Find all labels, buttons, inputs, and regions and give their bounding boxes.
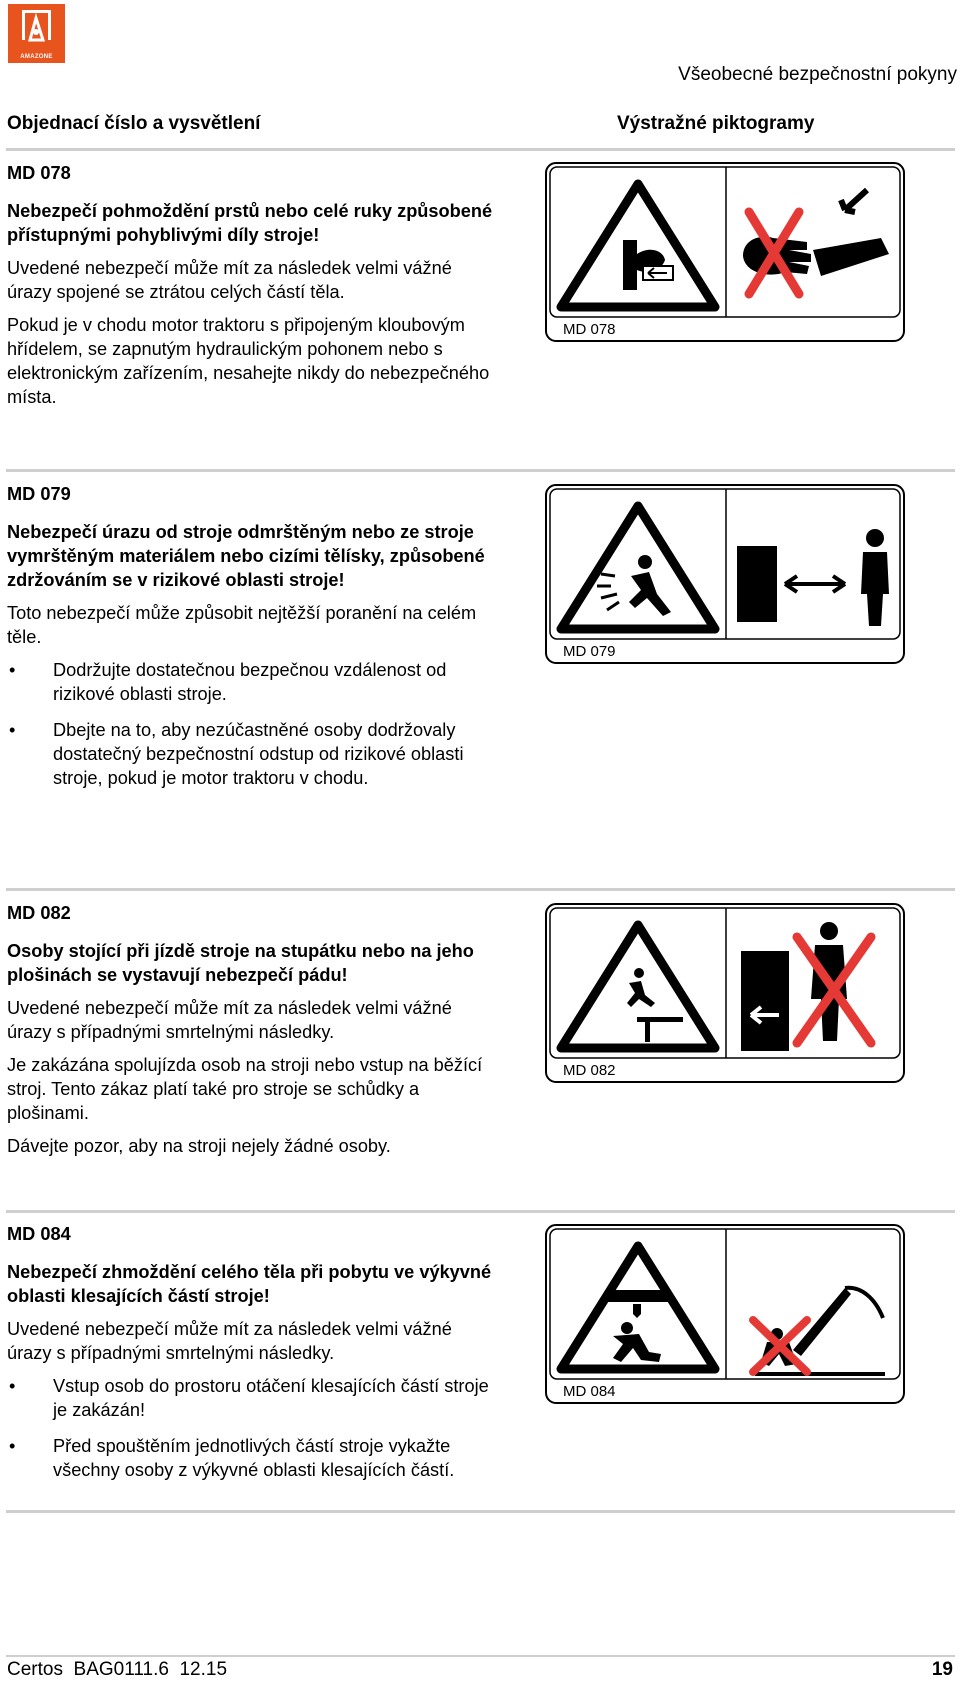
- section-divider: [6, 148, 955, 151]
- brand-name: AMAZONE: [20, 54, 53, 60]
- section-code: MD 082: [7, 903, 71, 923]
- amazone-logo: [8, 4, 65, 63]
- document-reference: Certos BAG0111.6 12.15: [7, 1659, 228, 1680]
- column-heading-order-number: Objednací číslo a vysvětlení: [7, 113, 261, 134]
- pictogram-label: MD 078: [563, 321, 616, 338]
- warning-section-md078: [7, 161, 497, 418]
- warning-heading: Nebezpečí pohmoždění prstů nebo celé ruky způsobené přístupnými pohyblivými díly stroje!: [7, 201, 493, 245]
- pictogram-md079: [545, 484, 905, 664]
- instruction-list: [7, 1374, 497, 1482]
- list-item: • Dodržujte dostatečnou bezpečnou vzdálenost od rizikové oblasti stroje.: [7, 658, 497, 706]
- logo-emblem-icon: [8, 4, 65, 48]
- page-header-title: Všeobecné bezpečnostní pokyny: [678, 64, 957, 85]
- section-divider: [6, 1510, 955, 1513]
- section-code: MD 078: [7, 163, 71, 183]
- section-code: MD 084: [7, 1224, 71, 1244]
- pictogram-label: MD 079: [563, 643, 616, 660]
- explanation-text: Pokud je v chodu motor traktoru s připojeným kloubovým hřídelem, se zapnutým hydraulickým pohonem nebo s elektronickým zařízením, nesahejte nikdy do nebezpečného místa.: [7, 315, 490, 407]
- pictogram-md078: [545, 162, 905, 342]
- explanation-text: Uvedené nebezpečí může mít za následek velmi vážné úrazy s případnými smrtelnými následky.: [7, 998, 452, 1042]
- warning-section-md084: [7, 1222, 497, 1494]
- column-heading-pictograms: Výstražné piktogramy: [617, 113, 815, 134]
- explanation-text: Uvedené nebezpečí může mít za následek velmi vážné úrazy spojené se ztrátou celých částí těla.: [7, 258, 452, 302]
- section-code: MD 079: [7, 484, 71, 504]
- warning-heading: Nebezpečí zhmoždění celého těla při pobytu ve výkyvné oblasti klesajících částí stroje!: [7, 1262, 492, 1306]
- explanation-text: Dávejte pozor, aby na stroji nejely žádné osoby.: [7, 1136, 391, 1156]
- section-divider: [6, 1210, 955, 1213]
- page-number: 19: [931, 1659, 953, 1680]
- footer-divider: [6, 1655, 955, 1657]
- explanation-text: Toto nebezpečí může způsobit nejtěžší poranění na celém těle.: [7, 603, 477, 647]
- explanation-text: Uvedené nebezpečí může mít za následek velmi vážné úrazy s případnými smrtelnými následky.: [7, 1319, 452, 1363]
- instruction-list: [7, 658, 497, 790]
- pictogram-label: MD 082: [563, 1062, 616, 1079]
- section-divider: [6, 469, 955, 472]
- list-item: • Dbejte na to, aby nezúčastněné osoby dodržovaly dostatečný bezpečnostní odstup od rizikové oblasti stroje, pokud je motor traktoru v chodu.: [7, 718, 497, 790]
- section-divider: [6, 888, 955, 891]
- pictogram-md082: [545, 903, 905, 1083]
- warning-heading: Nebezpečí úrazu od stroje odmrštěným nebo ze stroje vymrštěným materiálem nebo cizími tělísky, způsobené zdržováním se v rizikové oblasti stroje!: [7, 522, 485, 590]
- warning-heading: Osoby stojící při jízdě stroje na stupátku nebo na jeho plošinách se vystavují nebezpečí pádu!: [7, 941, 474, 985]
- pictogram-md084: [545, 1224, 905, 1404]
- warning-section-md082: [7, 901, 497, 1167]
- explanation-text: Je zakázána spolujízda osob na stroji nebo vstup na běžící stroj. Tento zákaz platí také pro stroje se schůdky a plošinami.: [7, 1055, 483, 1123]
- list-item: • Před spouštěním jednotlivých částí stroje vykažte všechny osoby z výkyvné oblasti klesajících částí.: [7, 1434, 497, 1482]
- warning-section-md079: [7, 482, 497, 802]
- list-item: • Vstup osob do prostoru otáčení klesajících částí stroje je zakázán!: [7, 1374, 497, 1422]
- pictogram-label: MD 084: [563, 1383, 616, 1400]
